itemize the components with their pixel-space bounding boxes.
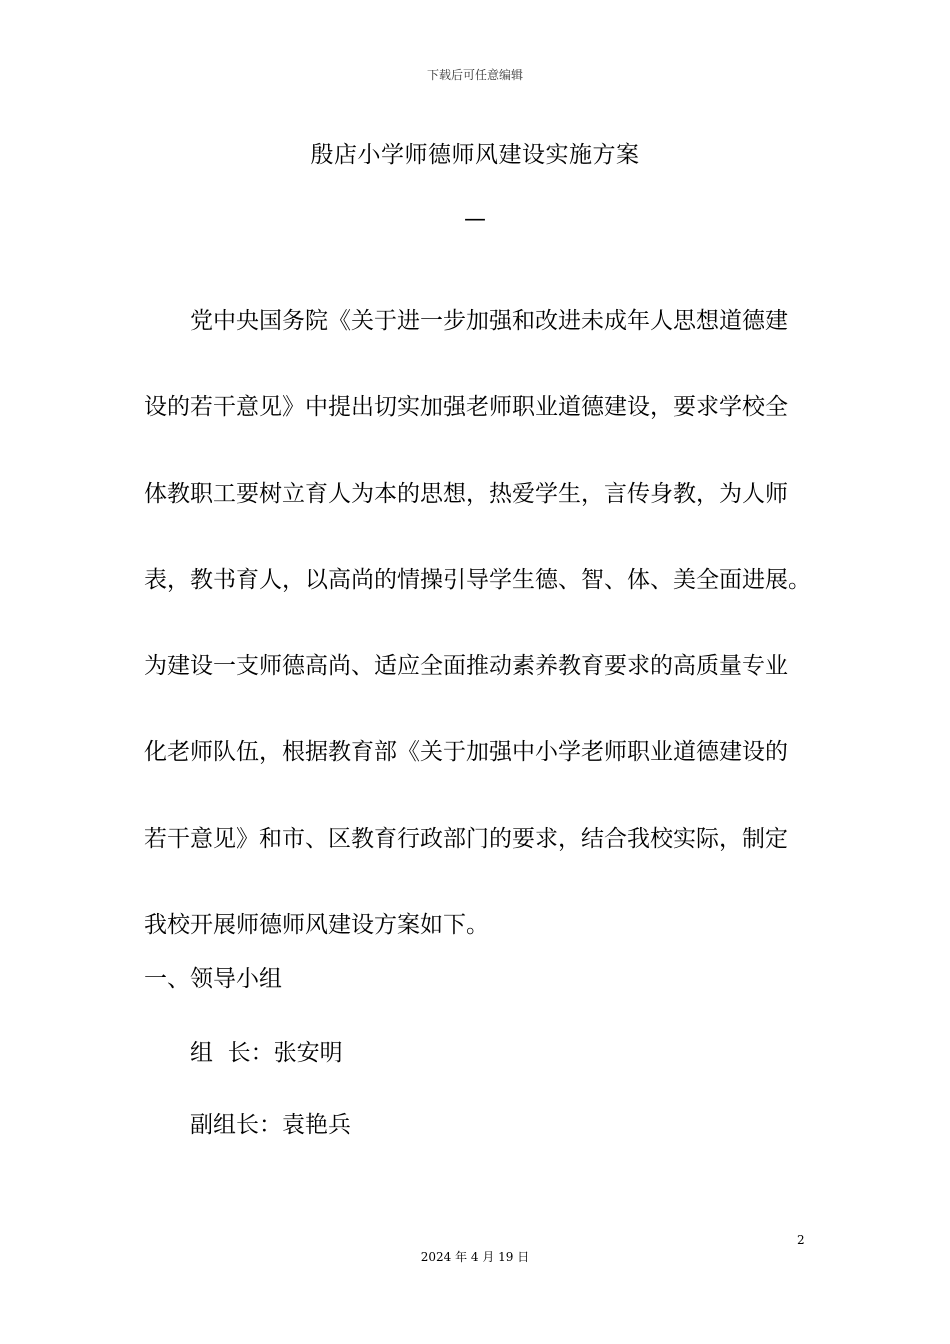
title-dash: — [464, 207, 486, 232]
paragraph-line: 表，教书育人，以高尚的情操引导学生德、智、体、美全面进展。 [144, 566, 811, 593]
member-text: 组 长：张安明 [190, 1040, 343, 1066]
member-leader [190, 1034, 343, 1067]
page-header-note: 下载后可任意编辑 [426, 68, 523, 82]
paragraph-line: 为建设一支师德高尚、适应全面推动素养教育要求的高质量专业 [144, 653, 788, 680]
footer-date: 2024 年 4 月 19 日 [420, 1250, 530, 1264]
paragraph-line: 设的若干意见》中提出切实加强老师职业道德建设，要求学校全 [144, 394, 788, 421]
paragraph-line: 党中央国务院《关于进一步加强和改进未成年人思想道德建 [190, 308, 788, 334]
paragraph-line: 我校开展师德师风建设方案如下。 [144, 912, 489, 939]
paragraph-line: 体教职工要树立育人为本的思想，热爱学生，言传身教，为人师 [144, 480, 788, 507]
document-title: 殷店小学师德师风建设实施方案 [310, 142, 640, 168]
page-number: 2 [797, 1233, 805, 1247]
paragraph-line: 若干意见》和市、区教育行政部门的要求，结合我校实际，制定 [144, 825, 788, 852]
section-heading: 一、领导小组 [144, 966, 282, 992]
member-text: 副组长：袁艳兵 [190, 1112, 351, 1138]
member-deputy-leader [190, 1106, 351, 1139]
paragraph-line: 化老师队伍，根据教育部《关于加强中小学老师职业道德建设的 [144, 739, 788, 766]
body-paragraph [144, 278, 820, 968]
